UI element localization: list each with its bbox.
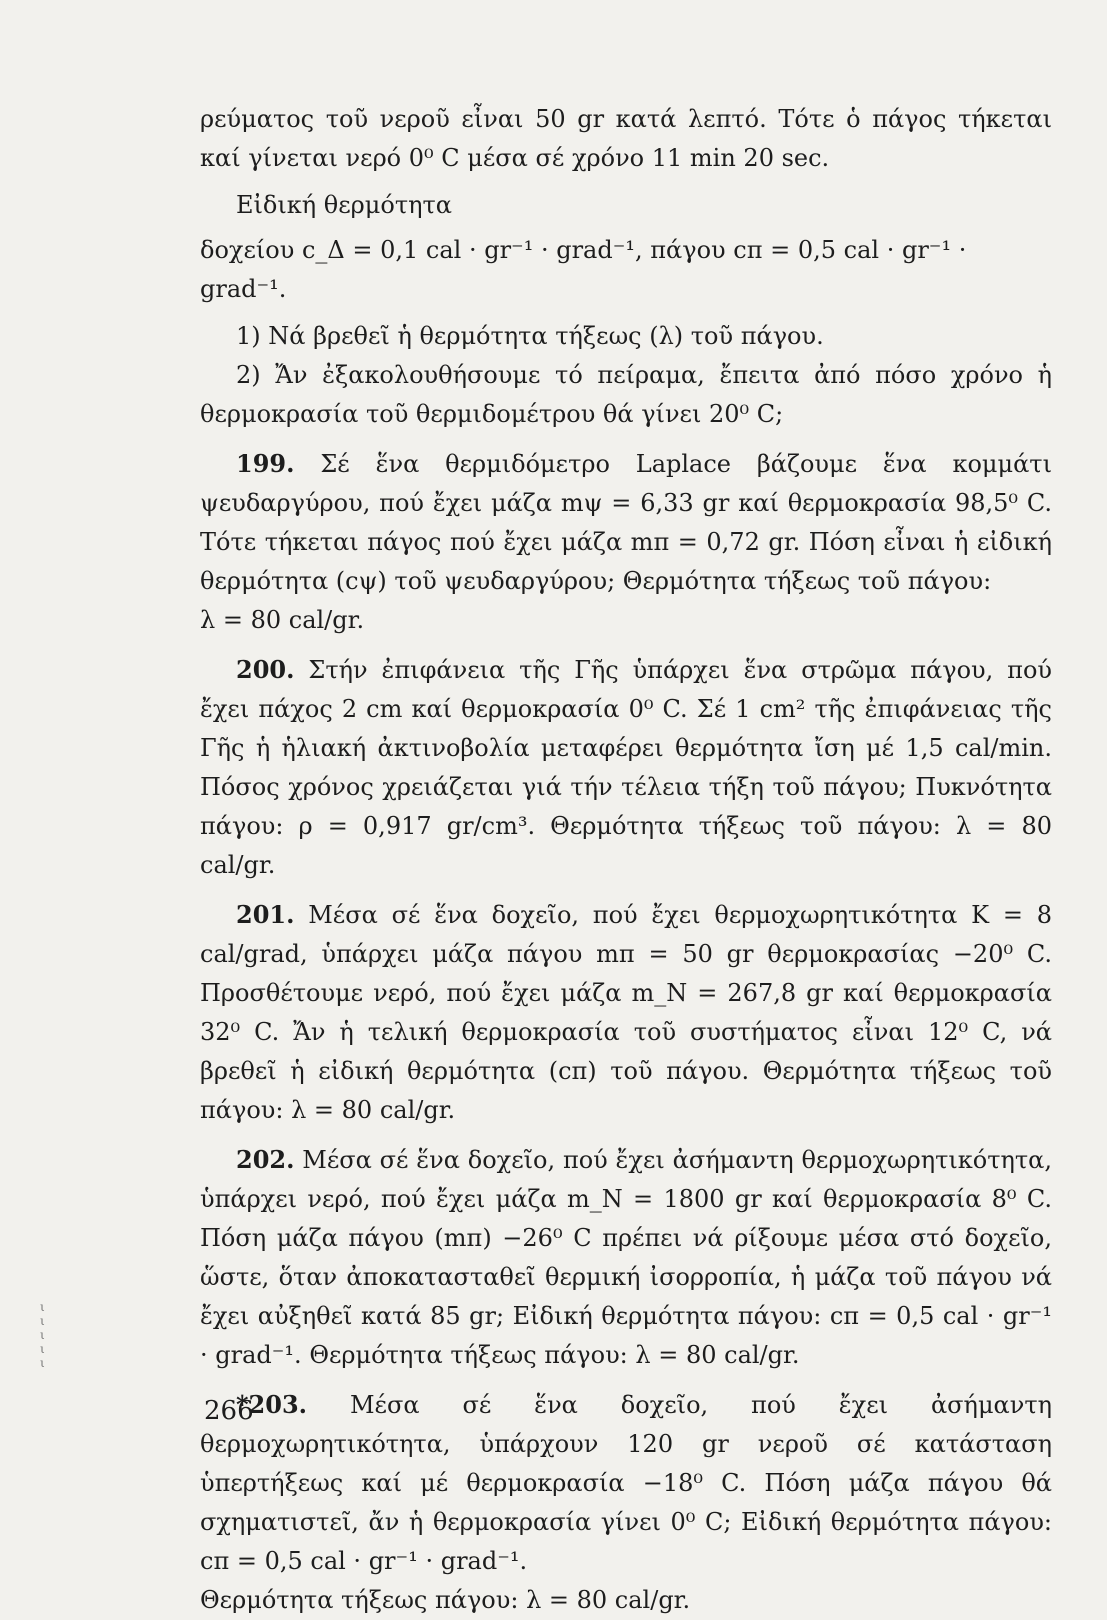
question-1: 1) Νά βρεθεῖ ἡ θερμότητα τήξεως (λ) τοῦ πάγου. bbox=[236, 322, 824, 350]
problem-number: 199. bbox=[236, 449, 295, 478]
problem-202 bbox=[200, 1140, 1052, 1375]
problem-200 bbox=[200, 650, 1052, 885]
page-number: 266 bbox=[204, 1396, 254, 1426]
problem-199 bbox=[200, 444, 1052, 601]
problem-203-last-line: Θερμότητα τήξεως πάγου: λ = 80 cal/gr. bbox=[200, 1586, 691, 1614]
problem-text: Σέ ἕνα θερμιδόμετρο Laplace βάζουμε ἕνα κομμάτι ψευδαργύρου, πού ἔχει μάζα mψ = 6,33 gr καί θερμοκρασία 98,5⁰ C. Τότε τήκεται πάγος πού ἔχει μάζα mπ = 0,72 gr. Πόση εἶναι ἡ εἰδική θερμότητα (cψ) τοῦ ψευδαργύρου; Θερμότητα τήξεως τοῦ πάγου: bbox=[200, 450, 1052, 595]
problem-text: Μέσα σέ ἕνα δοχεῖο, πού ἔχει ἀσήμαντη θερμοχωρητικότητα, ὑπάρχει νερό, πού ἔχει μάζα m_N = 1800 gr καί θερμοκρασία 8⁰ C. Πόση μάζα πάγου (mπ) −26⁰ C πρέπει νά ρίξουμε μέσα στό δοχεῖο, ὥστε, ὅταν ἀποκατασταθεῖ θερμική ἰσορροπία, ἡ μάζα τοῦ πάγου νά ἔχει αὐξηθεῖ κατά 85 gr; Εἰδική θερμότητα πάγου: cπ = 0,5 cal · gr⁻¹ · grad⁻¹. Θερμότητα τήξεως πάγου: λ = 80 cal/gr. bbox=[200, 1146, 1052, 1369]
question-2: 2) Ἄν ἐξακολουθήσουμε τό πείραμα, ἔπειτα ἀπό πόσο χρόνο ἡ θερμοκρασία τοῦ θερμιδομέτρου θά γίνει 20⁰ C; bbox=[200, 361, 1052, 428]
problem-text: Μέσα σέ ἕνα δοχεῖο, πού ἔχει θερμοχωρητικότητα K = 8 cal/grad, ὑπάρχει μάζα πάγου mπ = 50 gr θερμοκρασίας −20⁰ C. Προσθέτουμε νερό, πού ἔχει μάζα m_N = 267,8 gr καί θερμοκρασία 32⁰ C. Ἄν ἡ τελική θερμοκρασία τοῦ συστήματος εἶναι 12⁰ C, νά βρεθεῖ ἡ εἰδική θερμότητα (cπ) τοῦ πάγου. Θερμότητα τήξεως τοῦ πάγου: λ = 80 cal/gr. bbox=[200, 901, 1052, 1124]
problem-text: Μέσα σέ ἕνα δοχεῖο, πού ἔχει ἀσήμαντη θερμοχωρητικότητα, ὑπάρχουν 120 gr νεροῦ σέ κατάσταση ὑπερτήξεως καί μέ θερμοκρασία −18⁰ C. Πόση μάζα πάγου θά σχηματιστεῖ, ἄν ἡ θερμοκρασία γίνει 0⁰ C; Εἰδική θερμότητα πάγου: cπ = 0,5 cal · gr⁻¹ · grad⁻¹. bbox=[200, 1391, 1052, 1575]
text-column bbox=[200, 100, 1052, 1620]
margin-marks: ι ι ι ι ι bbox=[40, 1300, 45, 1370]
problem-number: 200. bbox=[236, 655, 295, 684]
intro-paragraph: ρεύματος τοῦ νεροῦ εἶναι 50 gr κατά λεπτό. Τότε ὁ πάγος τήκεται καί γίνεται νερό 0⁰ C μέσα σέ χρόνο 11 min 20 sec. bbox=[200, 105, 1052, 172]
problem-number: 201. bbox=[236, 900, 295, 929]
specific-heat-heading: Εἰδική θερμότητα bbox=[236, 191, 452, 219]
problem-199-last-line: λ = 80 cal/gr. bbox=[200, 606, 365, 634]
specific-heat-values: δοχείου c_Δ = 0,1 cal · gr⁻¹ · grad⁻¹, πάγου cπ = 0,5 cal · gr⁻¹ · grad⁻¹. bbox=[200, 236, 967, 303]
problem-203 bbox=[200, 1385, 1052, 1581]
problem-number: 202. bbox=[236, 1145, 295, 1174]
problem-201 bbox=[200, 895, 1052, 1130]
problem-text: Στήν ἐπιφάνεια τῆς Γῆς ὑπάρχει ἕνα στρῶμα πάγου, πού ἔχει πάχος 2 cm καί θερμοκρασία 0⁰ C. Σέ 1 cm² τῆς ἐπιφάνειας τῆς Γῆς ἡ ἡλιακή ἀκτινοβολία μεταφέρει θερμότητα ἴση μέ 1,5 cal/min. Πόσος χρόνος χρειάζεται γιά τήν τέλεια τήξη τοῦ πάγου; Πυκνότητα πάγου: ρ = 0,917 gr/cm³. Θερμότητα τήξεως τοῦ πάγου: λ = 80 cal/gr. bbox=[200, 656, 1052, 879]
problem-number: *203. bbox=[236, 1390, 308, 1419]
